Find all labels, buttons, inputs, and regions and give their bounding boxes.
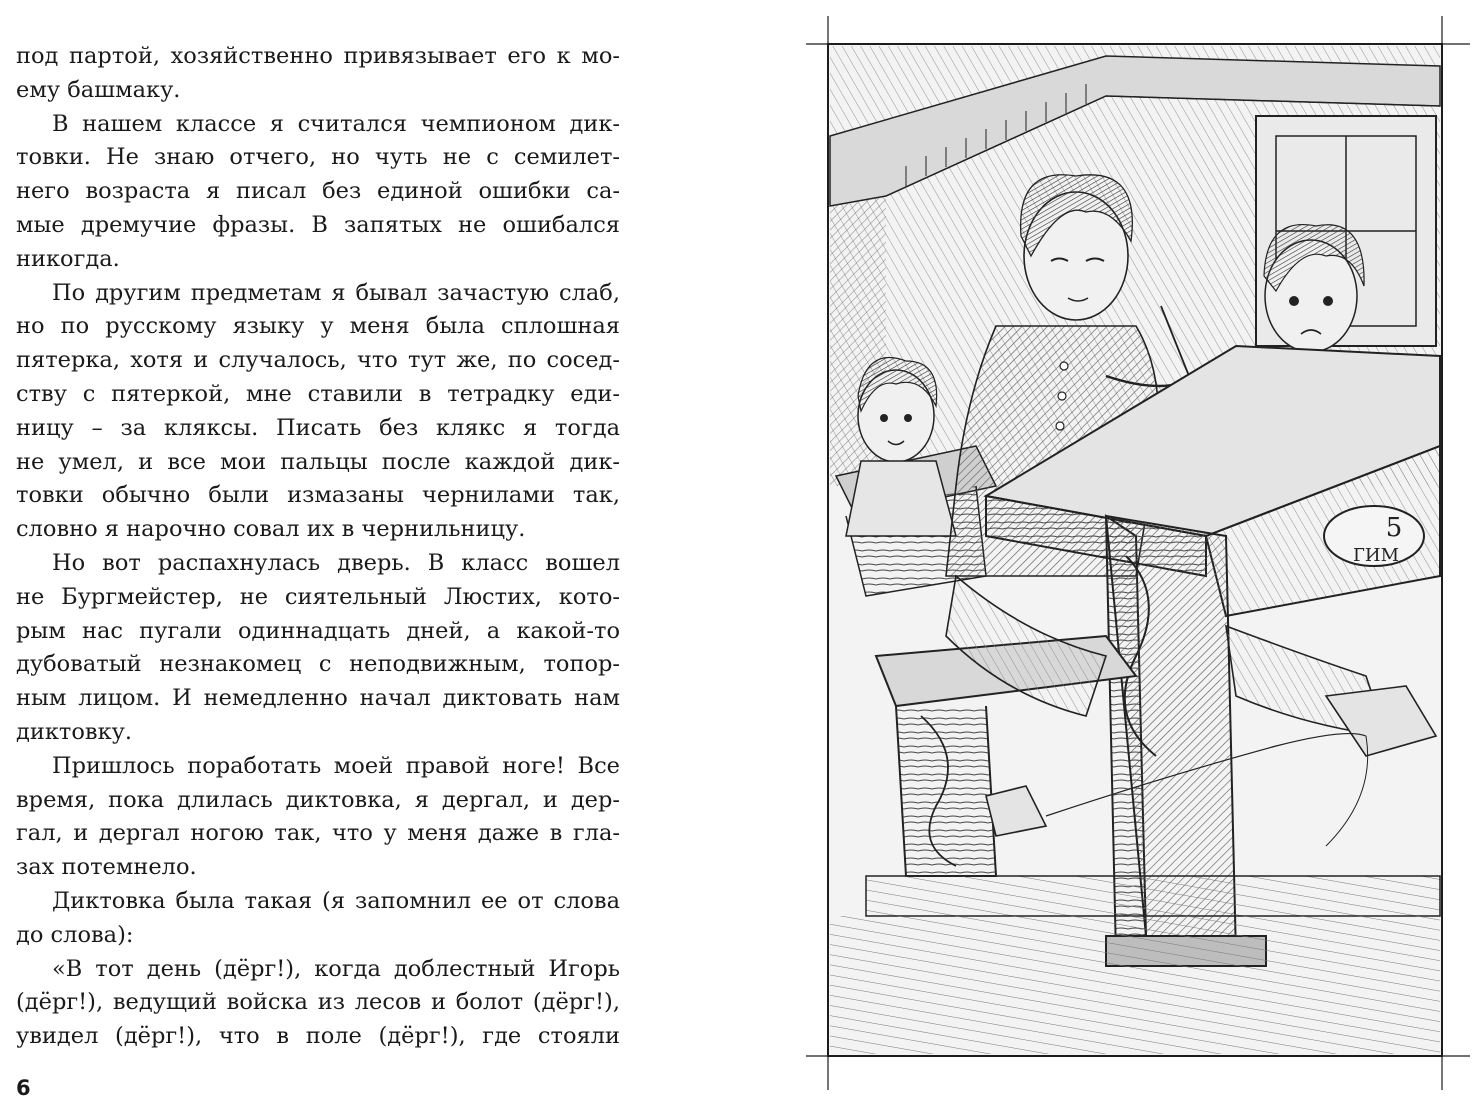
page-number: 6 <box>16 1076 31 1100</box>
text-line: товки. Не знаю отчего, но чуть не с семилет- <box>16 144 620 171</box>
body-text <box>16 40 620 1054</box>
text-line: гал, и дергал ногою так, что у меня даже в гла- <box>16 820 620 847</box>
text-line: него возраста я писал без единой ошибки са- <box>16 178 620 205</box>
text-line: (дёрг!), ведущий войска из лесов и болот (дёрг!), <box>16 989 620 1016</box>
text-line: товки обычно были измазаны чернилами так, <box>16 482 620 509</box>
text-line: увидел (дёрг!), что в поле (дёрг!), где стояли <box>16 1023 620 1050</box>
text-line: В нашем классе я считался чемпионом дик- <box>52 110 620 137</box>
text-line: рым нас пугали одиннадцать дней, а какой-то <box>16 617 620 644</box>
text-line: время, пока длилась диктовка, я дергал, и дер- <box>16 786 620 813</box>
desk-label-number: 5 <box>1385 513 1403 543</box>
text-line: Диктовка была такая (я запомнил ее от слова <box>52 887 620 914</box>
text-line: дубоватый незнакомец с неподвижным, топор- <box>16 651 620 678</box>
text-line: ему башмаку. <box>16 76 181 103</box>
illustration-drawing <box>806 16 1470 1090</box>
text-line: не умел, и все мои пальцы после каждой дик- <box>16 448 620 475</box>
classroom-illustration <box>806 16 1470 1090</box>
text-line: никогда. <box>16 245 120 272</box>
text-line: словно я нарочно совал их в чернильницу. <box>16 516 526 543</box>
text-line: ству с пятеркой, мне ставили в тетрадку еди- <box>16 380 620 407</box>
text-line: Но вот распахнулась дверь. В класс вошел <box>52 549 620 576</box>
text-line: «В тот день (дёрг!), когда доблестный Игорь <box>52 955 620 982</box>
floor <box>830 916 1440 1054</box>
text-line: под партой, хозяйственно привязывает его к мо- <box>16 43 620 69</box>
text-line: мые дремучие фразы. В запятых не ошибался <box>16 211 620 238</box>
text-line: пятерка, хотя и случалось, что тут же, по сосед- <box>16 347 620 374</box>
text-line: диктовку. <box>16 718 133 745</box>
text-line: ным лицом. И немедленно начал диктовать нам <box>16 685 620 712</box>
text-line: зах потемнело. <box>16 854 197 881</box>
text-line: ницу – за кляксы. Писать без клякс я тогда <box>16 414 620 441</box>
text-line: Пришлось поработать моей правой ноге! Все <box>52 752 620 779</box>
text-line: По другим предметам я бывал зачастую слаб, <box>52 279 620 306</box>
desk-label-text: ГИМ <box>1352 545 1400 566</box>
text-line: до слова): <box>16 921 134 948</box>
text-line: не Бургмейстер, не сиятельный Люстих, кото- <box>16 583 620 610</box>
text-line: но по русскому языку у меня была сплошная <box>16 313 620 340</box>
